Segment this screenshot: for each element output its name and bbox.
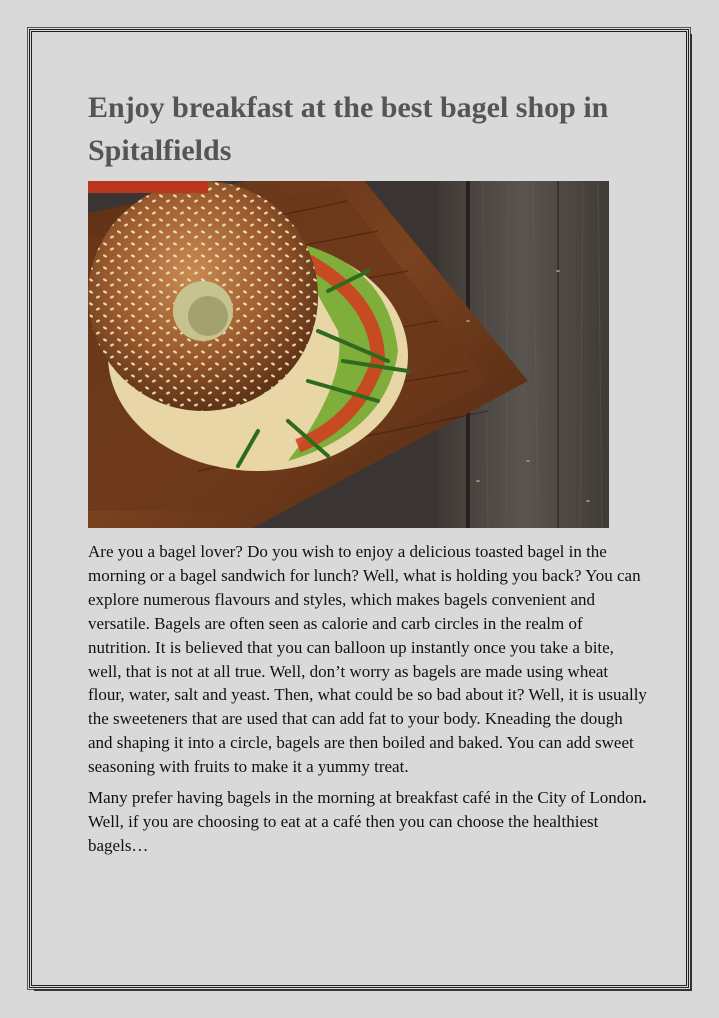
paragraph-2-text-continued: Well, if you are choosing to eat at a café then you can choose the healthiest bagels… bbox=[88, 811, 599, 855]
article-body bbox=[88, 540, 648, 865]
paragraph-2-period: . bbox=[642, 788, 647, 808]
page-title: Enjoy breakfast at the best bagel shop in Spitalfields bbox=[88, 91, 609, 167]
paragraph-1: Are you a bagel lover? Do you wish to enjoy a delicious toasted bagel in the morning or a bagel sandwich for lunch? Well, what is holding you back? You can explore numerous flavours and styles, which makes bagels convenient and versatile. Bagels are often seen as calorie and carb circles in the realm of nutrition. It is believed that you can balloon up instantly once you take a bite, well, that is not at all true. Well, don’t worry as bagels are made using wheat flour, water, salt and yeast. Then, what could be so bad about it? Well, it is usually the sweeteners that are used that can add fat to your body. Kneading the dough and shaping it into a circle, bagels are then boiled and baked. You can add sweet seasoning with fruits to make it a yummy treat. bbox=[88, 542, 647, 777]
paragraph-2 bbox=[88, 786, 648, 858]
bagel-sandwich-photo bbox=[88, 181, 609, 528]
paragraph-2-text: Many prefer having bagels in the morning at breakfast café in the City of London bbox=[88, 788, 643, 808]
